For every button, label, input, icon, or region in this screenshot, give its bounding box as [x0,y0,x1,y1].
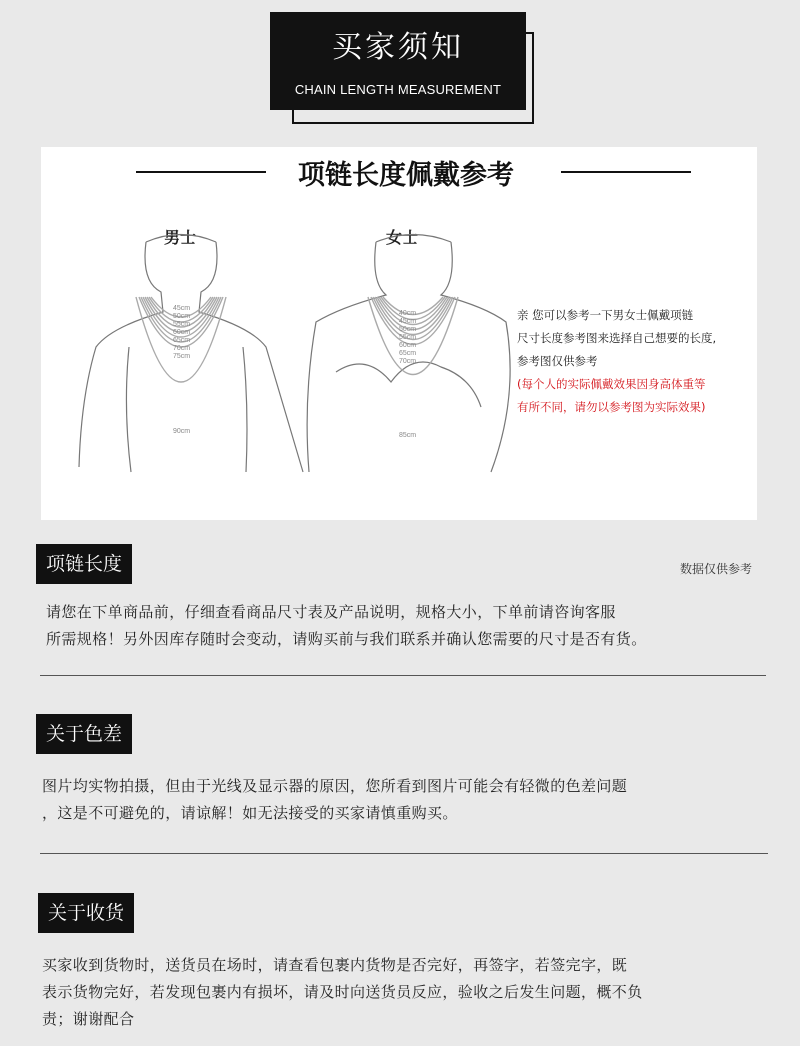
female-top [336,362,481,407]
female-outline-right [441,242,510,472]
divider [40,675,766,676]
reference-note [517,304,757,419]
length-reference-card [41,147,757,520]
chain-length-label: 40cm [399,310,417,317]
text-line: 表示货物完好，若发现包裹内有损坏，请及时向送货员反应，验收之后发生问题，概不负 [42,983,643,1001]
note-line-2: 尺寸长度参考图来选择自己想要的长度, [517,331,717,345]
chain-length-label: 50cm [399,326,417,333]
divider [40,853,768,854]
chain-length-label: 50cm [173,313,191,320]
male-label: 男士 [164,228,197,247]
chain-length-label: 70cm [399,358,417,365]
female-outline-left [307,242,386,472]
text-line: 请您在下单商品前，仔细查看商品尺寸表及产品说明，规格大小，下单前请咨询客服 [46,603,616,621]
header-subtitle: CHAIN LENGTH MEASUREMENT [294,82,502,97]
chain-length-label: 60cm [399,342,417,349]
header-banner [270,12,540,124]
chain-length-label: 90cm [173,428,191,435]
female-chin [376,235,451,243]
chain-length-label: 60cm [173,329,191,336]
chain-length-label: 55cm [173,321,191,328]
section-text-length [46,599,647,653]
text-line: 所需规格！另外因库存随时会变动，请购买前与我们联系并确认您需要的尺寸是否有货。 [46,630,647,648]
section-badge-length: 项链长度 [36,544,132,584]
section-text-receipt [42,952,643,1033]
note-red-2: 有所不同，请勿以参考图为实际效果) [517,400,706,414]
male-outline-left [79,242,163,467]
chain-length-label: 75cm [173,353,191,360]
chain-length-label: 70cm [173,345,191,352]
female-label: 女士 [386,228,419,247]
note-red-1: (每个人的实际佩戴效果因身高体重等 [517,377,706,391]
reference-title: 项链长度佩戴参考 [298,160,514,191]
text-line: 图片均实物拍摄，但由于光线及显示器的原因，您所看到图片可能会有轻微的色差问题 [42,777,628,795]
chain-length-label: 55cm [399,334,417,341]
header-box [270,12,526,110]
section-note: 数据仅供参考 [679,562,752,576]
text-line: ，这是不可避免的，请谅解！如无法接受的买家请慎重购买。 [42,804,458,822]
chain-length-label: 65cm [173,337,191,344]
text-line: 责；谢谢配合 [42,1010,135,1028]
header-title: 买家须知 [332,30,464,65]
text-line: 买家收到货物时，送货员在场时，请查看包裹内货物是否完好，再签字，若签完字，既 [42,956,628,974]
chain-length-label: 65cm [399,350,417,357]
male-arm-right [243,347,247,472]
male-length-labels [173,305,190,435]
chain-length-label: 45cm [399,318,417,325]
chain-length-label: 85cm [399,432,417,439]
male-arm-left [126,347,131,472]
male-outline-right [199,242,303,472]
note-line-1: 亲 您可以参考一下男女士佩戴项链 [517,308,694,322]
male-figure [79,235,303,473]
note-line-3: 参考图仅供参考 [517,354,598,368]
male-chin [146,235,216,243]
section-badge-color: 关于色差 [36,714,132,754]
chain-length-label: 45cm [173,305,191,312]
section-badge-receipt: 关于收货 [38,893,134,933]
section-text-color [42,773,627,827]
